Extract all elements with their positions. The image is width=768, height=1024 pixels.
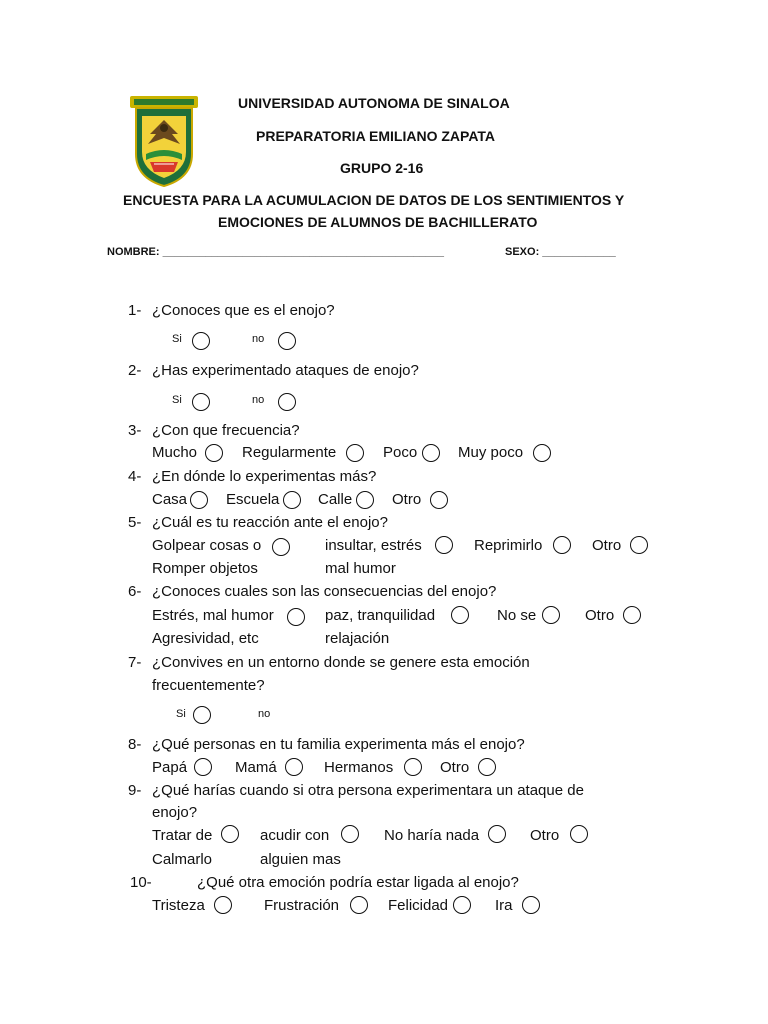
q3-option-poco-label: Poco <box>383 444 418 461</box>
q4-option-escuela-radio[interactable] <box>283 491 301 509</box>
group-label: GRUPO 2-16 <box>340 160 424 176</box>
q1-option-si-radio[interactable] <box>192 332 210 350</box>
q9-option-acudir-label-line2: alguien mas <box>260 851 341 868</box>
question-3-text: ¿Con que frecuencia? <box>152 422 300 439</box>
q9-option-acudir-label-line1: acudir con <box>260 827 330 844</box>
q4-option-casa-label: Casa <box>152 491 188 508</box>
q8-option-hermanos-label: Hermanos <box>324 759 394 776</box>
question-6-number: 6- <box>128 583 142 600</box>
q6-option-otro-label: Otro <box>585 607 615 624</box>
q6-option-no-se-radio[interactable] <box>542 606 560 624</box>
question-6-text: ¿Conoces cuales son las consecuencias del enojo? <box>152 583 497 600</box>
question-10-number: 10- <box>130 874 152 891</box>
question-7-text-line1: ¿Convives en un entorno donde se genere esta emoción <box>152 654 530 671</box>
question-3-number: 3- <box>128 422 142 439</box>
q9-option-acudir-radio[interactable] <box>341 825 359 843</box>
name-field[interactable]: NOMBRE: ______________________________________________ <box>107 246 445 258</box>
q5-option-insultar-label-line1: insultar, estrés <box>325 537 422 554</box>
q4-option-calle-radio[interactable] <box>356 491 374 509</box>
q9-option-tratar-label-line2: Calmarlo <box>152 851 213 868</box>
q2-option-no-radio[interactable] <box>278 393 296 411</box>
q10-option-frustracion-radio[interactable] <box>350 896 368 914</box>
sex-field[interactable]: SEXO: ____________ <box>505 246 616 258</box>
question-9-text-line1: ¿Qué harías cuando si otra persona experimentara un ataque de <box>152 782 584 799</box>
university-seal-logo <box>128 94 200 188</box>
q4-option-casa-radio[interactable] <box>190 491 208 509</box>
q3-option-mucho-label: Mucho <box>152 444 198 461</box>
question-1-text: ¿Conoces que es el enojo? <box>152 302 335 319</box>
university-name: UNIVERSIDAD AUTONOMA DE SINALOA <box>238 95 510 111</box>
q7-option-no-label: no <box>258 708 271 720</box>
q5-option-reprimirlo-label: Reprimirlo <box>474 537 543 554</box>
q9-option-no-haria-nada-radio[interactable] <box>488 825 506 843</box>
q6-option-paz-label-line2: relajación <box>325 630 390 647</box>
question-1-number: 1- <box>128 302 142 319</box>
question-4-text: ¿En dónde lo experimentas más? <box>152 468 377 485</box>
q5-option-otro-label: Otro <box>592 537 622 554</box>
q7-option-si-label: Si <box>176 708 186 720</box>
q7-option-si-radio[interactable] <box>193 706 211 724</box>
q5-option-reprimirlo-radio[interactable] <box>553 536 571 554</box>
q5-option-insultar-label-line2: mal humor <box>325 560 396 577</box>
question-9-text-line2: enojo? <box>152 804 198 821</box>
q10-option-felicidad-radio[interactable] <box>453 896 471 914</box>
q2-option-no-label: no <box>252 394 265 406</box>
q9-option-no-haria-nada-label: No haría nada <box>384 827 480 844</box>
q1-option-no-label: no <box>252 333 265 345</box>
q10-option-tristeza-label: Tristeza <box>152 897 205 914</box>
q5-option-golpear-label-line2: Romper objetos <box>152 560 258 577</box>
question-5-number: 5- <box>128 514 142 531</box>
question-8-text: ¿Qué personas en tu familia experimenta más el enojo? <box>152 736 525 753</box>
question-9-number: 9- <box>128 782 142 799</box>
q6-option-estres-label-line2: Agresividad, etc <box>152 630 259 647</box>
q10-option-tristeza-radio[interactable] <box>214 896 232 914</box>
q8-option-papa-radio[interactable] <box>194 758 212 776</box>
q5-option-otro-radio[interactable] <box>630 536 648 554</box>
question-2-number: 2- <box>128 362 142 379</box>
q8-option-otro-radio[interactable] <box>478 758 496 776</box>
question-8-number: 8- <box>128 736 142 753</box>
q3-option-poco-radio[interactable] <box>422 444 440 462</box>
q5-option-golpear-label-line1: Golpear cosas o <box>152 537 262 554</box>
q4-option-otro-label: Otro <box>392 491 422 508</box>
survey-title-line-2: EMOCIONES DE ALUMNOS DE BACHILLERATO <box>218 214 538 230</box>
q5-option-insultar-radio[interactable] <box>435 536 453 554</box>
q3-option-mucho-radio[interactable] <box>205 444 223 462</box>
q3-option-regularmente-label: Regularmente <box>242 444 337 461</box>
q9-option-tratar-radio[interactable] <box>221 825 239 843</box>
q6-option-no-se-label: No se <box>497 607 537 624</box>
question-2-text: ¿Has experimentado ataques de enojo? <box>152 362 419 379</box>
question-4-number: 4- <box>128 468 142 485</box>
question-7-text-line2: frecuentemente? <box>152 677 265 694</box>
q6-option-otro-radio[interactable] <box>623 606 641 624</box>
q10-option-ira-radio[interactable] <box>522 896 540 914</box>
q3-option-regularmente-radio[interactable] <box>346 444 364 462</box>
q2-option-si-label: Si <box>172 394 182 406</box>
q6-option-estres-radio[interactable] <box>287 608 305 626</box>
q3-option-muy-poco-label: Muy poco <box>458 444 524 461</box>
q6-option-paz-radio[interactable] <box>451 606 469 624</box>
q8-option-otro-label: Otro <box>440 759 470 776</box>
q8-option-papa-label: Papá <box>152 759 188 776</box>
q6-option-estres-label-line1: Estrés, mal humor <box>152 607 274 624</box>
q9-option-otro-radio[interactable] <box>570 825 588 843</box>
q8-option-mama-label: Mamá <box>235 759 277 776</box>
q1-option-no-radio[interactable] <box>278 332 296 350</box>
question-7-number: 7- <box>128 654 142 671</box>
school-name: PREPARATORIA EMILIANO ZAPATA <box>256 128 496 144</box>
q9-option-otro-label: Otro <box>530 827 560 844</box>
q10-option-felicidad-label: Felicidad <box>388 897 449 914</box>
q4-option-otro-radio[interactable] <box>430 491 448 509</box>
q3-option-muy-poco-radio[interactable] <box>533 444 551 462</box>
q1-option-si-label: Si <box>172 333 182 345</box>
question-10-text: ¿Qué otra emoción podría estar ligada al enojo? <box>197 874 519 891</box>
q10-option-ira-label: Ira <box>495 897 513 914</box>
q4-option-escuela-label: Escuela <box>226 491 280 508</box>
q2-option-si-radio[interactable] <box>192 393 210 411</box>
survey-title-line-1: ENCUESTA PARA LA ACUMULACION DE DATOS DE LOS SENTIMIENTOS Y <box>123 192 625 208</box>
q9-option-tratar-label-line1: Tratar de <box>152 827 213 844</box>
q4-option-calle-label: Calle <box>318 491 353 508</box>
q5-option-golpear-radio[interactable] <box>272 538 290 556</box>
q6-option-paz-label-line1: paz, tranquilidad <box>325 607 436 624</box>
question-5-text: ¿Cuál es tu reacción ante el enojo? <box>152 514 388 531</box>
q8-option-hermanos-radio[interactable] <box>404 758 422 776</box>
q10-option-frustracion-label: Frustración <box>264 897 340 914</box>
q8-option-mama-radio[interactable] <box>285 758 303 776</box>
